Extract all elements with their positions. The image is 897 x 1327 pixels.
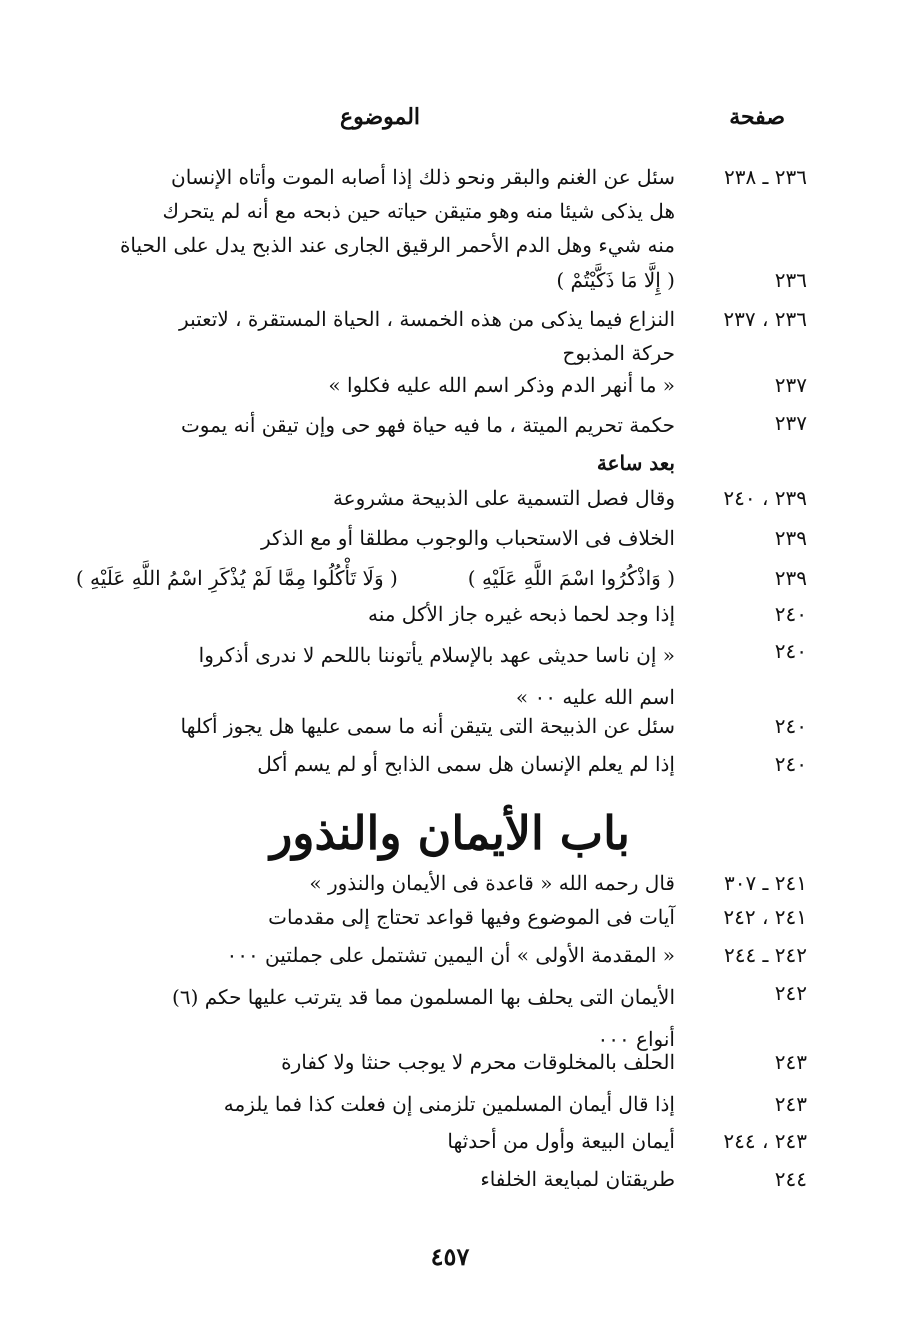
entry-line: سئل عن الغنم والبقر ونحو ذلك إذا أصابه الموت وأتاه الإنسان bbox=[171, 165, 675, 189]
entry-pages: ٢٤٤ bbox=[774, 1167, 807, 1191]
entry-text bbox=[109, 597, 675, 631]
entry-text bbox=[109, 521, 675, 555]
topic-column-header: الموضوع bbox=[339, 104, 421, 130]
entry-text bbox=[75, 561, 675, 595]
entry-line: حركة المذبوح bbox=[562, 341, 675, 365]
entry-line: طريقتان لمبايعة الخلفاء bbox=[480, 1167, 675, 1191]
entry-pages: ٢٤٢ bbox=[774, 981, 807, 1005]
entry-text bbox=[109, 160, 675, 262]
entry-line: الخلاف فى الاستحباب والوجوب مطلقا أو مع الذكر bbox=[261, 526, 675, 550]
chapter-title: باب الأيمان والنذور bbox=[270, 806, 630, 860]
entry-text bbox=[109, 866, 675, 900]
entry-pages: ٢٤١ ، ٢٤٢ bbox=[723, 905, 807, 929]
quran-verse: ( وَلَا تَأْكُلُوا مِمَّا لَمْ يُذْكَرِ اسْمُ اللَّهِ عَلَيْهِ ) bbox=[75, 566, 398, 590]
entry-line: وقال فصل التسمية على الذبيحة مشروعة bbox=[332, 486, 675, 510]
entry-line: بعد ساعة bbox=[596, 451, 675, 475]
entry-pages: ٢٣٩ ، ٢٤٠ bbox=[723, 486, 807, 510]
entry-pages: ٢٣٧ bbox=[774, 373, 807, 397]
entry-line: إذا وجد لحما ذبحه غيره جاز الأكل منه bbox=[367, 602, 675, 626]
entry-text bbox=[109, 302, 675, 370]
entry-line: « المقدمة الأولى » أن اليمين تشتمل على جملتين ٠٠٠ bbox=[226, 943, 675, 967]
entry-pages: ٢٤٣ bbox=[774, 1050, 807, 1074]
entry-text bbox=[109, 900, 675, 934]
entry-text bbox=[109, 263, 675, 297]
entry-line: اسم الله عليه ٠٠ » bbox=[515, 685, 675, 709]
page-number: ٤٥٧ bbox=[430, 1242, 470, 1271]
entry-line: أنواع ٠٠٠ bbox=[597, 1027, 675, 1051]
entry-text bbox=[109, 1162, 675, 1196]
entry-pages: ٢٣٦ ، ٢٣٧ bbox=[723, 307, 807, 331]
entry-pages: ٢٤٣ bbox=[774, 1092, 807, 1116]
entry-text bbox=[109, 938, 675, 972]
entry-line: الحلف بالمخلوقات محرم لا يوجب حنثا ولا كفارة bbox=[281, 1050, 675, 1074]
entry-line: الأيمان التى يحلف بها المسلمون مما قد يترتب عليها حكم (٦) bbox=[172, 985, 675, 1009]
entry-text bbox=[109, 481, 675, 515]
entry-line: هل يذكى شيئا منه وهو متيقن حياته حين ذبحه مع أنه لم يتحرك bbox=[162, 199, 675, 223]
entry-pages: ٢٣٦ ـ ٢٣٨ bbox=[723, 165, 807, 189]
entry-line: إذا لم يعلم الإنسان هل سمى الذابح أو لم يسم أكل bbox=[257, 752, 675, 776]
entry-line: آيات فى الموضوع وفيها قواعد تحتاج إلى مقدمات bbox=[268, 905, 675, 929]
entry-text bbox=[109, 709, 675, 743]
entry-text bbox=[109, 406, 675, 482]
entry-line: سئل عن الذبيحة التى يتيقن أنه ما سمى عليها هل يجوز أكلها bbox=[180, 714, 675, 738]
entry-line: ( إِلَّا مَا ذَكَّيْتُمْ ) bbox=[556, 268, 675, 292]
entry-line: « ما أنهر الدم وذكر اسم الله عليه فكلوا » bbox=[328, 373, 675, 397]
entry-pages: ٢٣٧ bbox=[774, 411, 807, 435]
entry-line: قال رحمه الله « قاعدة فى الأيمان والنذور » bbox=[309, 871, 675, 895]
entry-pages: ٢٤٣ ، ٢٤٤ bbox=[723, 1129, 807, 1153]
entry-pages: ٢٣٩ bbox=[774, 526, 807, 550]
entry-pages: ٢٤٠ bbox=[774, 602, 807, 626]
entry-text bbox=[109, 747, 675, 781]
entry-text bbox=[109, 1124, 675, 1158]
entry-pages: ٢٣٦ bbox=[774, 268, 807, 292]
entry-pages: ٢٤٢ ـ ٢٤٤ bbox=[723, 943, 807, 967]
entry-text bbox=[109, 1087, 675, 1121]
entry-text bbox=[109, 1045, 675, 1079]
page-column-header: صفحة bbox=[729, 104, 785, 130]
entry-line: النزاع فيما يذكى من هذه الخمسة ، الحياة المستقرة ، لاتعتبر bbox=[179, 307, 675, 331]
entry-line: أيمان البيعة وأول من أحدثها bbox=[447, 1129, 675, 1153]
quran-verse: ( وَاذْكُرُوا اسْمَ اللَّهِ عَلَيْهِ ) bbox=[467, 566, 675, 590]
entry-pages: ٢٣٩ bbox=[774, 566, 807, 590]
quran-verses bbox=[75, 561, 675, 595]
entry-line: حكمة تحريم الميتة ، ما فيه حياة فهو حى وإن تيقن أنه يموت bbox=[180, 413, 675, 437]
entry-pages: ٢٤٠ bbox=[774, 752, 807, 776]
entry-pages: ٢٤١ ـ ٣٠٧ bbox=[723, 871, 807, 895]
entry-line: منه شيء وهل الدم الأحمر الرقيق الجارى عند الذبح يدل على الحياة bbox=[119, 233, 675, 257]
entry-pages: ٢٤٠ bbox=[774, 714, 807, 738]
entry-line: « إن ناسا حديثى عهد بالإسلام يأتوننا باللحم لا ندرى أذكروا bbox=[198, 643, 675, 667]
entry-text bbox=[109, 368, 675, 402]
entry-text bbox=[109, 634, 675, 718]
entry-line: إذا قال أيمان المسلمين تلزمنى إن فعلت كذا فما يلزمه bbox=[223, 1092, 675, 1116]
entry-pages: ٢٤٠ bbox=[774, 639, 807, 663]
